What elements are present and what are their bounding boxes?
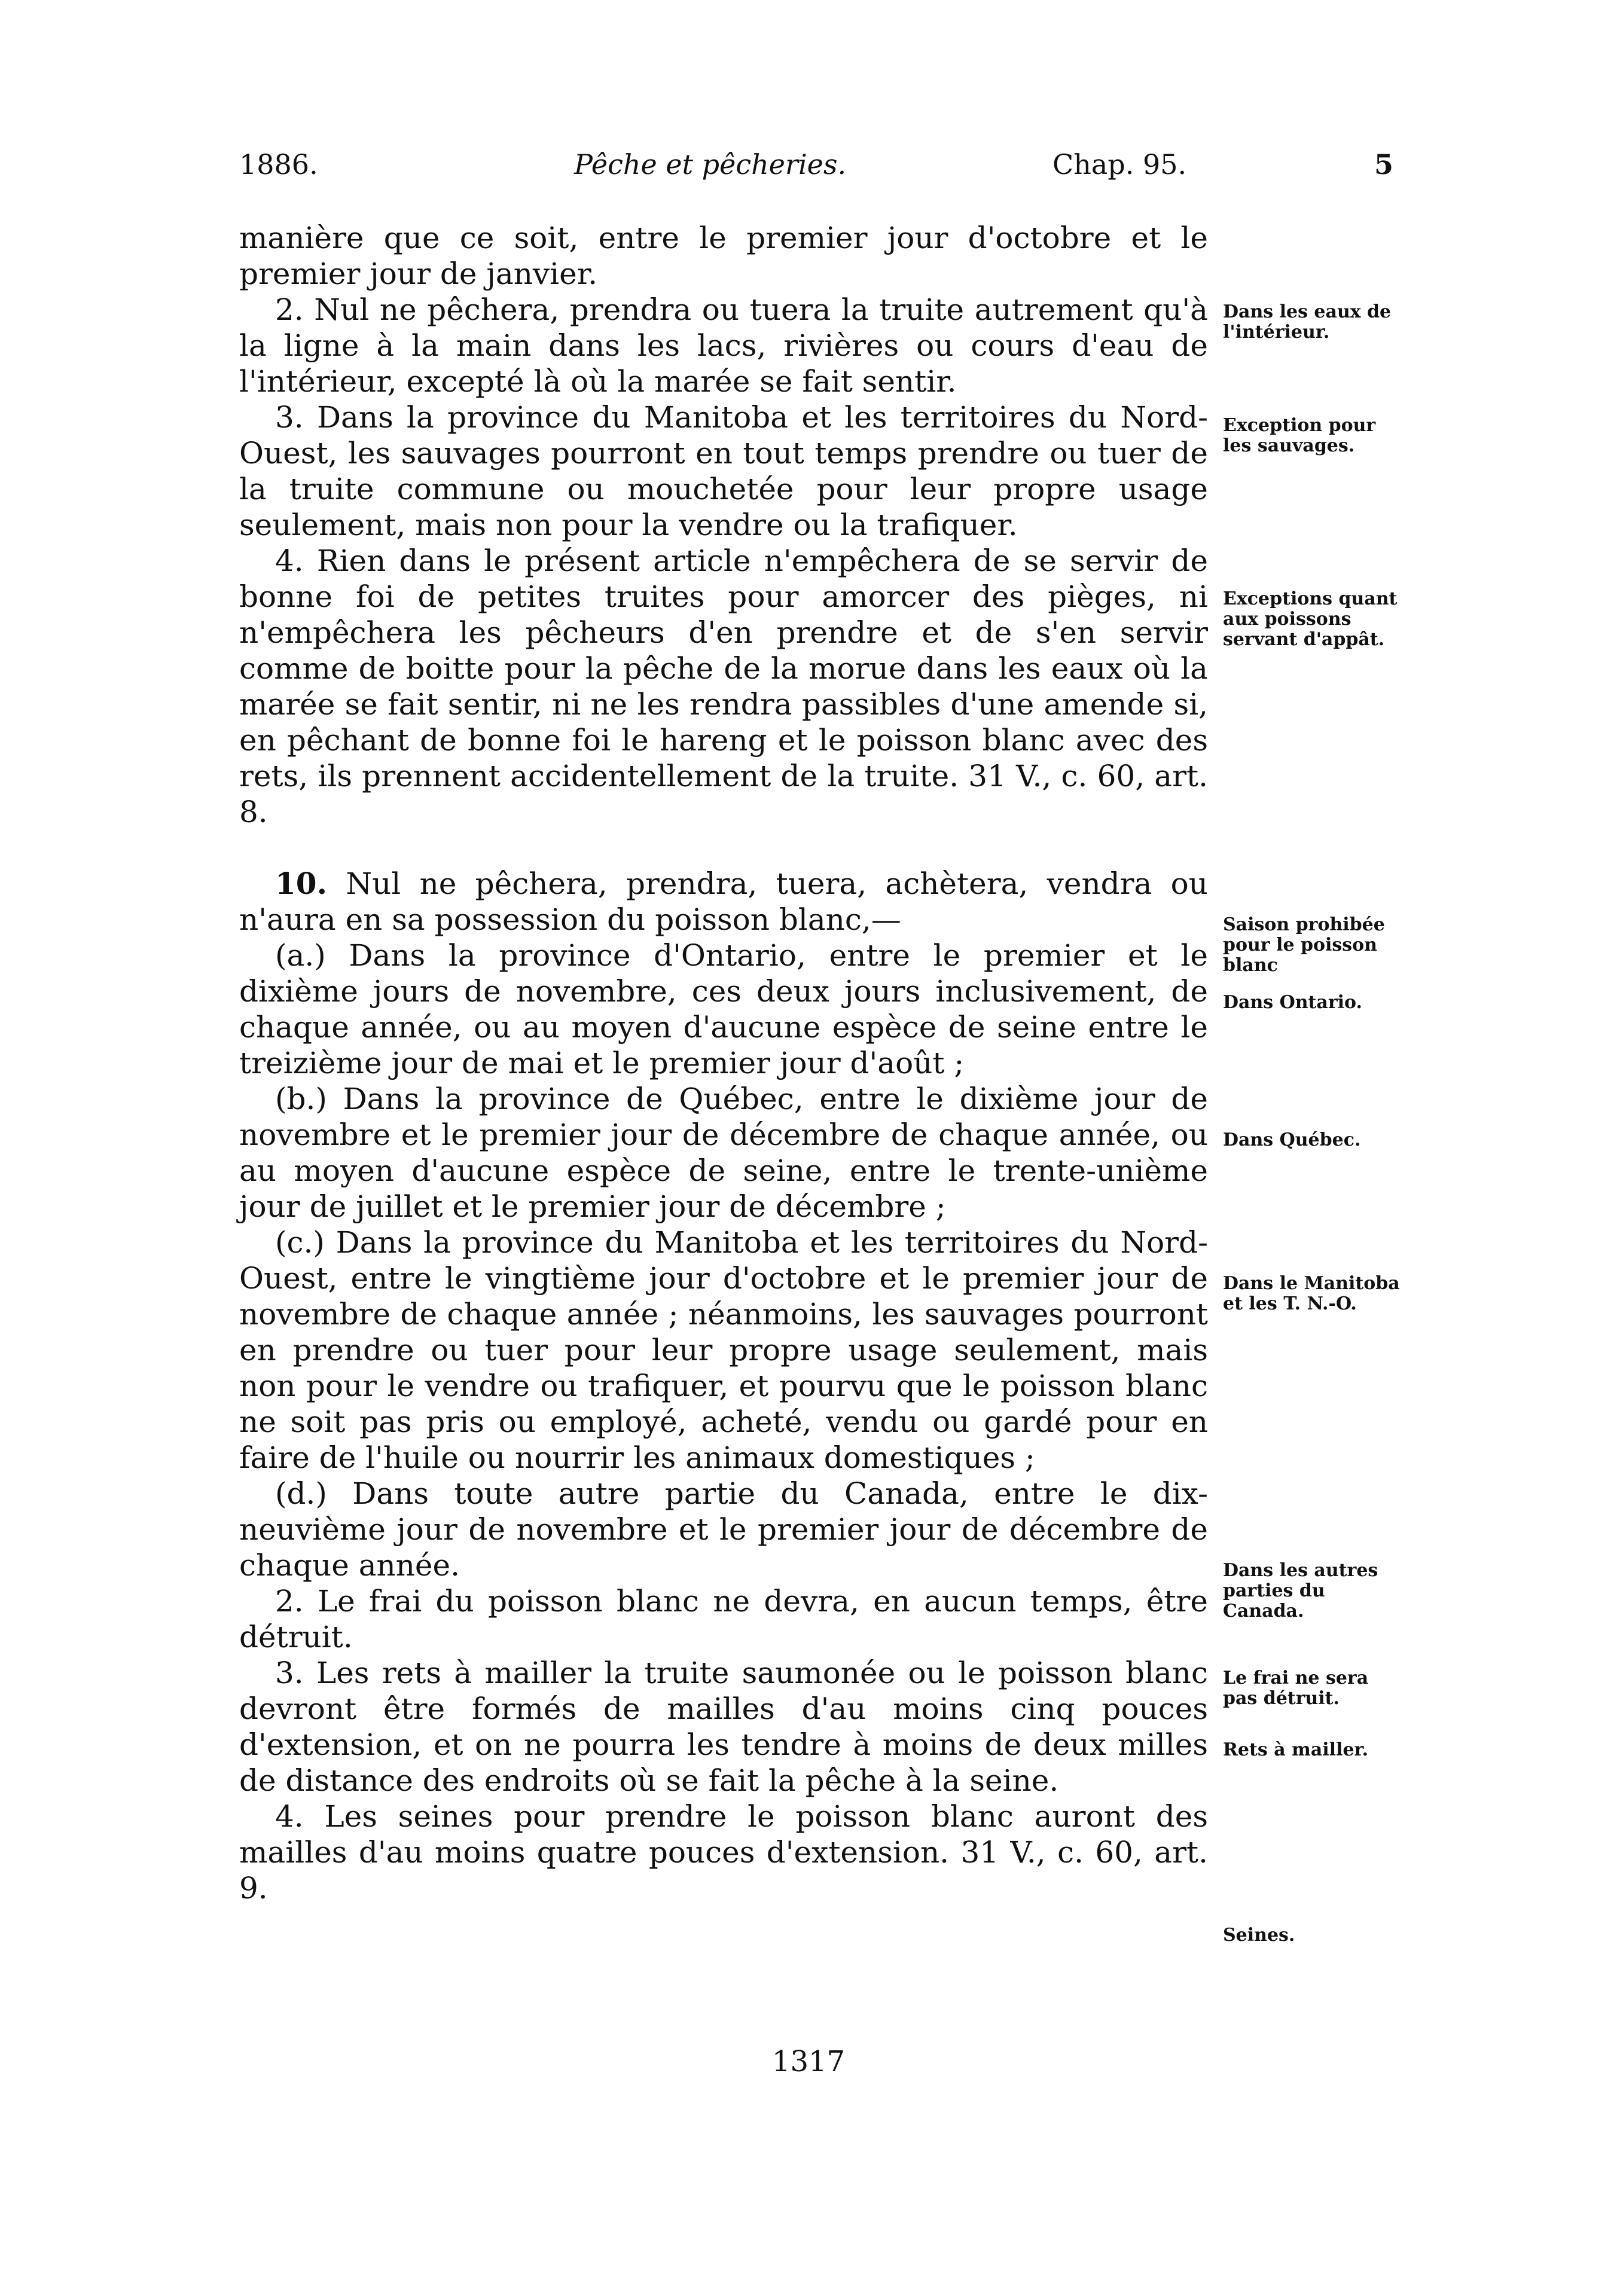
- margin-note: Dans les eaux de l'intérieur.: [1223, 301, 1392, 343]
- header-page-number: 5: [1374, 148, 1393, 181]
- footer-page-number: 1317: [771, 2045, 846, 2078]
- margin-note: Exception pour les sauvages.: [1223, 415, 1376, 456]
- running-header: [239, 148, 1393, 196]
- margin-note: Dans le Manitoba et les T. N.-O.: [1223, 1273, 1400, 1314]
- subsection-2: 2. Le frai du poisson blanc ne devra, en aucun temps, être détruit.: [239, 1584, 1208, 1654]
- margin-note: Rets à mailler.: [1223, 1739, 1369, 1760]
- margin-note: Dans Ontario.: [1223, 992, 1362, 1013]
- section-intro-text: Nul ne pêchera, prendra, tuera, achètera, vendra ou n'aura en sa possession du poisson blanc,—: [239, 866, 1208, 937]
- subsection-3: 3. Les rets à mailler la truite saumonée ou le poisson blanc devront être formés de mailles d'au moins cinq pouces d'extension, et on ne pourra les tendre à moins de deux milles de distance des endroits où se fait la pêche à la seine.: [239, 1656, 1208, 1798]
- paragraph-4: 4. Rien dans le présent article n'empêchera de se servir de bonne foi de petites truites pour amorcer des pièges, ni n'empêchera les pêcheurs d'en prendre et de s'en servir comme de boitte pour la pêche de la morue dans les eaux où la marée se fait sentir, ni ne les rendra passibles d'une amende si, en pêchant de bonne foi le hareng et le poisson blanc avec des rets, ils prennent accidentellement de la truite. 31 V., c. 60, art. 8.: [239, 544, 1208, 829]
- margin-note: Saison prohibée pour le poisson blanc: [1223, 914, 1385, 976]
- margin-note: Le frai ne sera pas détruit.: [1223, 1668, 1369, 1709]
- paragraph-3: 3. Dans la province du Manitoba et les territoires du Nord-Ouest, les sauvages pourront en tout temps prendre ou tuer de la truite commune ou mouchetée pour leur propre usage seulement, mais non pour la vendre ou la trafiquer.: [239, 400, 1208, 542]
- margin-note: Dans les autres parties du Canada.: [1223, 1560, 1378, 1622]
- header-title: Pêche et pêcheries.: [574, 148, 847, 181]
- section-10-intro: [239, 866, 1208, 938]
- clause-c: (c.) Dans la province du Manitoba et les territoires du Nord-Ouest, entre le vingtième jour d'octobre et le premier jour de novembre de chaque année ; néanmoins, les sauvages pourront en prendre ou tuer pour leur propre usage seulement, mais non pour le vendre ou trafiquer, et pourvu que le poisson blanc ne soit pas pris ou employé, acheté, vendu ou gardé pour en faire de l'huile ou nourrir les animaux domestiques ;: [239, 1225, 1208, 1475]
- clause-a: (a.) Dans la province d'Ontario, entre le premier et le dixième jours de novembre, ces deux jours inclusivement, de chaque année, ou au moyen d'aucune espèce de seine entre le treizième jour de mai et le premier jour d'août ;: [239, 938, 1208, 1080]
- clause-b: (b.) Dans la province de Québec, entre le dixième jour de novembre et le premier jour de décembre de chaque année, ou au moyen d'aucune espèce de seine, entre le trente-unième jour de juillet et le premier jour de décembre ;: [239, 1082, 1208, 1224]
- header-chapter: Chap. 95.: [1052, 148, 1187, 181]
- clause-d: (d.) Dans toute autre partie du Canada, entre le dix-neuvième jour de novembre et le premier jour de décembre de chaque année.: [239, 1476, 1208, 1583]
- main-text: [239, 220, 1208, 1906]
- paragraph-2: 2. Nul ne pêchera, prendra ou tuera la truite autrement qu'à la ligne à la main dans les lacs, rivières ou cours d'eau de l'intérieur, excepté là où la marée se fait sentir.: [239, 292, 1208, 399]
- subsection-4: 4. Les seines pour prendre le poisson blanc auront des mailles d'au moins quatre pouces d'extension. 31 V., c. 60, art. 9.: [239, 1799, 1208, 1906]
- margin-note: Dans Québec.: [1223, 1129, 1361, 1150]
- margin-note: Exceptions quant aux poissons servant d'appât.: [1223, 588, 1398, 650]
- section-number: 10.: [275, 866, 327, 901]
- header-year: 1886.: [239, 148, 318, 181]
- margin-note: Seines.: [1223, 1925, 1295, 1946]
- paragraph-continuation: manière que ce soit, entre le premier jour d'octobre et le premier jour de janvier.: [239, 221, 1208, 291]
